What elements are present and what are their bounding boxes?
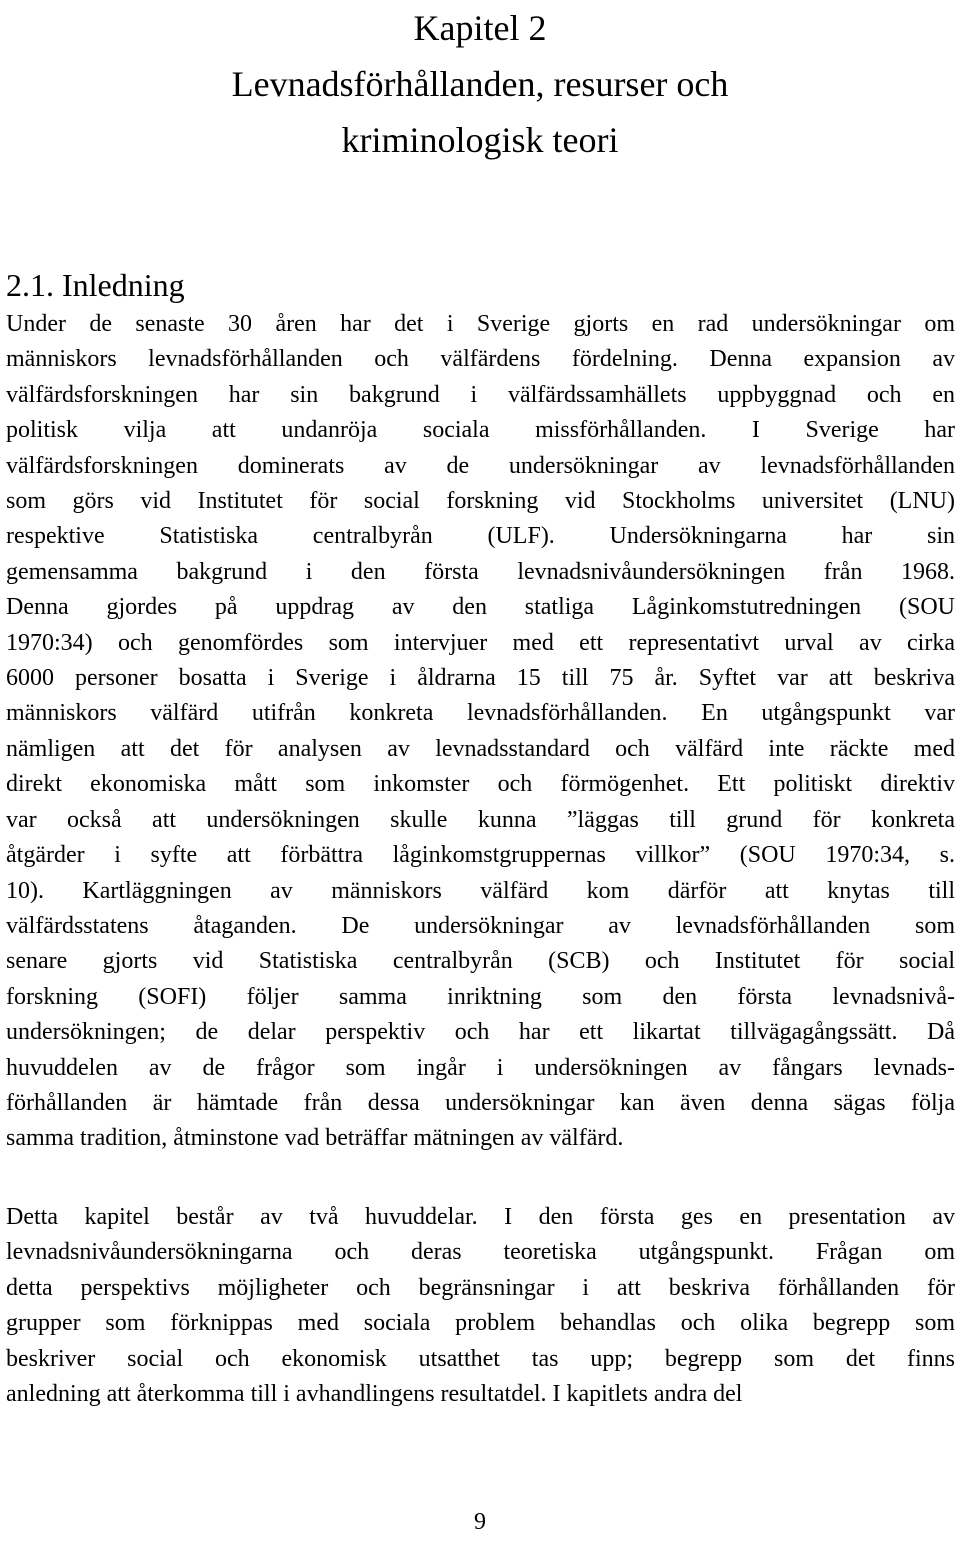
- paragraph-line: Under de senaste 30 åren har det i Sverige gjorts en rad undersökningar om: [6, 311, 955, 337]
- page-number: 9: [474, 1509, 486, 1535]
- paragraph-line: respektive Statistiska centralbyrån (ULF). Undersökningarna har sin: [6, 523, 955, 550]
- paragraph-line: välfärdsforskningen dominerats av de undersökningar av levnadsförhållanden: [6, 452, 955, 479]
- paragraph-line: direkt ekonomiska mått som inkomster och förmögenhet. Ett politiskt direktiv: [6, 771, 955, 798]
- chapter-label: Kapitel 2: [413, 8, 547, 48]
- paragraph-line: grupper som förknippas med sociala problem behandlas och olika begrepp som: [6, 1310, 955, 1337]
- paragraph-1: [6, 307, 955, 1157]
- paragraph-line: anledning att återkomma till i avhandlingens resultatdel. I kapitlets andra del: [6, 1381, 743, 1408]
- paragraph-line: som görs vid Institutet för social forskning vid Stockholms universitet (LNU): [6, 488, 955, 515]
- paragraph-line: förhållanden är hämtade från dessa undersökningar kan även denna sägas följa: [6, 1089, 955, 1116]
- chapter-title-line-2: kriminologisk teori: [341, 120, 619, 160]
- paragraph-line: levnadsnivåundersökningarna och deras teoretiska utgångspunkt. Frågan om: [6, 1239, 955, 1266]
- paragraph-line: Detta kapitel består av två huvuddelar. I den första ges en presentation av: [6, 1204, 955, 1230]
- paragraph-line: välfärdsforskningen har sin bakgrund i välfärdssamhällets uppbyggnad och en: [6, 381, 955, 408]
- paragraph-line: detta perspektivs möjligheter och begränsningar i att beskriva förhållanden för: [6, 1274, 955, 1301]
- paragraph-line: samma tradition, åtminstone vad beträffar mätningen av välfärd.: [6, 1125, 624, 1152]
- paragraph-line: välfärdsstatens åtaganden. De undersökningar av levnadsförhållanden som: [6, 912, 955, 939]
- paragraph-line: 1970:34) och genomfördes som intervjuer med ett representativt urval av cirka: [6, 629, 955, 656]
- paragraph-line: var också att undersökningen skulle kunna ”läggas till grund för konkreta: [6, 806, 955, 833]
- paragraph-line: politisk vilja att undanröja sociala missförhållanden. I Sverige har: [6, 417, 955, 444]
- section-title: 2.1. Inledning: [6, 267, 185, 303]
- paragraph-line: huvuddelen av de frågor som ingår i undersökningen av fångars levnads-: [6, 1054, 955, 1081]
- paragraph-line: 6000 personer bosatta i Sverige i åldrarna 15 till 75 år. Syftet var att beskriva: [6, 665, 955, 692]
- chapter-heading: [0, 0, 960, 168]
- paragraph-line: forskning (SOFI) följer samma inriktning som den första levnadsnivå-: [6, 983, 955, 1010]
- paragraph-line: nämligen att det för analysen av levnadsstandard och välfärd inte räckte med: [6, 735, 955, 762]
- paragraph-line: undersökningen; de delar perspektiv och har ett likartat tillvägagångssätt. Då: [6, 1019, 955, 1046]
- paragraph-line: människors välfärd utifrån konkreta levnadsförhållanden. En utgångspunkt var: [6, 700, 955, 727]
- chapter-title-line-1: Levnadsförhållanden, resurser och: [231, 64, 729, 104]
- paragraph-line: människors levnadsförhållanden och välfärdens fördelning. Denna expansion av: [6, 346, 955, 373]
- paragraph-2: [6, 1200, 955, 1412]
- paragraph-line: 10). Kartläggningen av människors välfärd kom därför att knytas till: [6, 877, 955, 904]
- paragraph-line: senare gjorts vid Statistiska centralbyrån (SCB) och Institutet för social: [6, 948, 955, 975]
- paragraph-line: åtgärder i syfte att förbättra låginkomstgruppernas villkor” (SOU 1970:34, s.: [6, 842, 955, 869]
- paragraph-line: beskriver social och ekonomisk utsatthet tas upp; begrepp som det finns: [6, 1345, 955, 1372]
- paragraph-line: Denna gjordes på uppdrag av den statliga Låginkomstutredningen (SOU: [6, 594, 955, 621]
- paragraph-line: gemensamma bakgrund i den första levnadsnivåundersökningen från 1968.: [6, 558, 955, 585]
